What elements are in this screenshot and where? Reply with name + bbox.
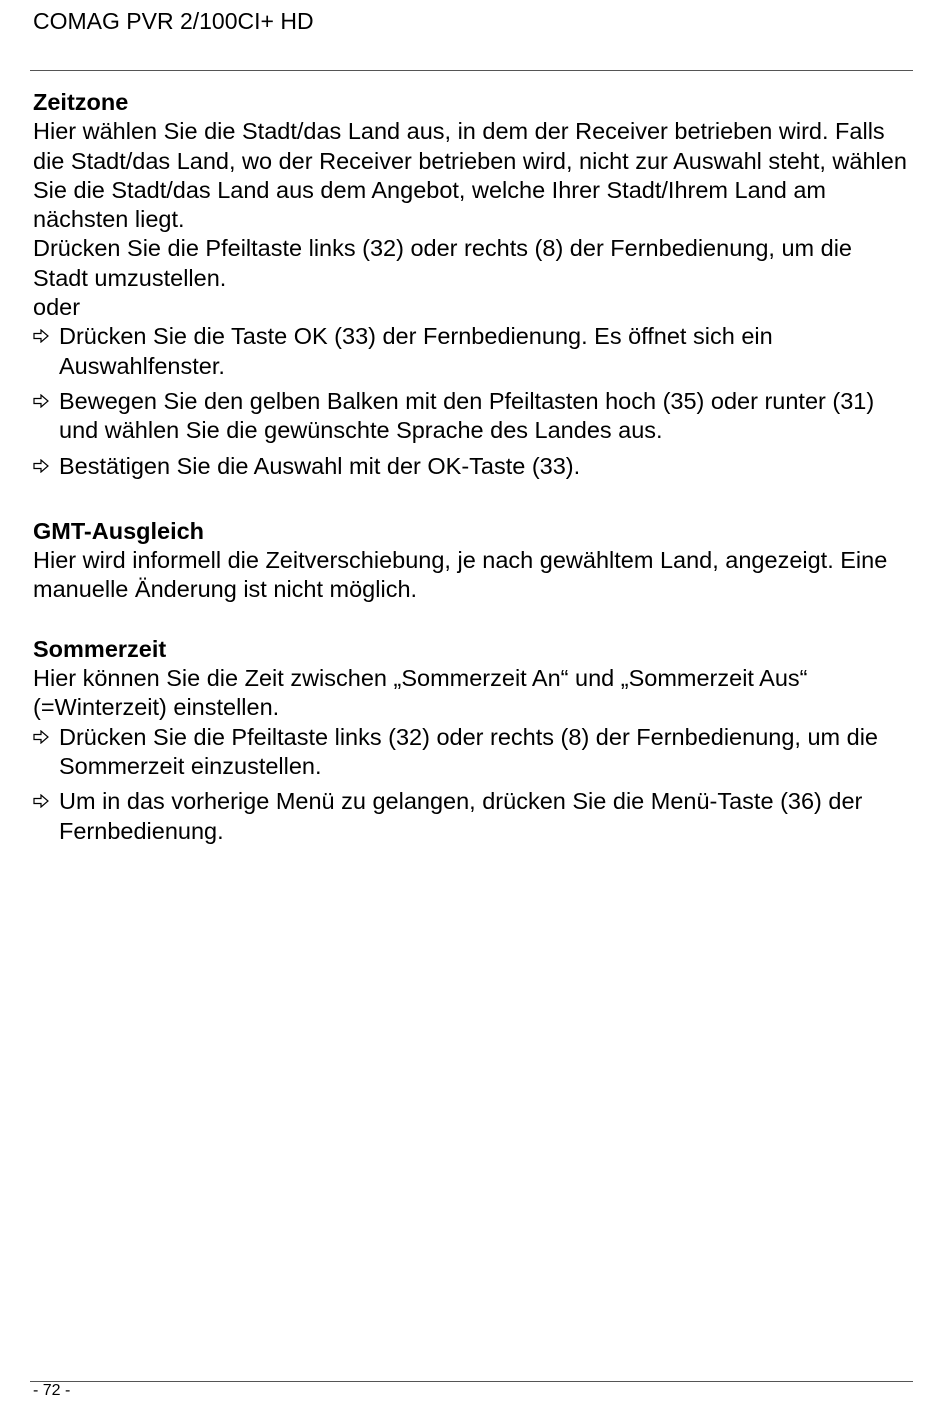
bullet-text: Um in das vorherige Menü zu gelangen, drücken Sie die Menü-Taste (36) der Fernbedienung. bbox=[59, 788, 863, 844]
footer-divider bbox=[30, 1381, 913, 1382]
arrow-right-icon bbox=[33, 329, 50, 343]
section-zeitzone bbox=[33, 88, 913, 481]
zeitzone-intro: Hier wählen Sie die Stadt/das Land aus, in dem der Receiver betrieben wird. Falls die Stadt/das Land, wo der Receiver betrieben wird, nicht zur Auswahl steht, wählen Sie die Stadt/das Land aus dem Angebot, welche Ihrer Stadt/Ihrem Land am nächsten liegt. bbox=[33, 118, 907, 233]
bullet-item bbox=[33, 787, 913, 846]
bullet-item bbox=[33, 387, 913, 446]
bullet-item bbox=[33, 452, 913, 481]
gmt-text: Hier wird informell die Zeitverschiebung, je nach gewähltem Land, angezeigt. Eine manuelle Änderung ist nicht möglich. bbox=[33, 547, 888, 603]
bullet-text: Drücken Sie die Taste OK (33) der Fernbedienung. Es öffnet sich ein Auswahlfenster. bbox=[59, 323, 773, 379]
bullet-text: Bestätigen Sie die Auswahl mit der OK-Taste (33). bbox=[59, 452, 581, 479]
page-content bbox=[33, 88, 913, 852]
zeitzone-or: oder bbox=[33, 294, 81, 321]
heading-gmt-ausgleich: GMT-Ausgleich bbox=[33, 517, 205, 544]
header-title: COMAG PVR 2/100CI+ HD bbox=[33, 8, 314, 34]
bullet-item bbox=[33, 322, 913, 381]
page-number: - 72 - bbox=[33, 1382, 71, 1399]
section-sommerzeit bbox=[33, 635, 913, 846]
zeitzone-instruction: Drücken Sie die Pfeiltaste links (32) oder rechts (8) der Fernbedienung, um die Stadt umzustellen. bbox=[33, 235, 852, 291]
bullet-text: Drücken Sie die Pfeiltaste links (32) oder rechts (8) der Fernbedienung, um die Sommerzeit einzustellen. bbox=[59, 723, 878, 779]
arrow-right-icon bbox=[33, 394, 50, 408]
header-divider bbox=[30, 70, 913, 71]
heading-zeitzone: Zeitzone bbox=[33, 89, 129, 115]
section-gmt-ausgleich bbox=[33, 517, 913, 605]
heading-sommerzeit: Sommerzeit bbox=[33, 635, 167, 662]
arrow-right-icon bbox=[33, 730, 50, 744]
arrow-right-icon bbox=[33, 794, 50, 808]
bullet-item bbox=[33, 723, 913, 782]
sommerzeit-text: Hier können Sie die Zeit zwischen „Sommerzeit An“ und „Sommerzeit Aus“ (=Winterzeit) einstellen. bbox=[33, 665, 808, 721]
bullet-text: Bewegen Sie den gelben Balken mit den Pfeiltasten hoch (35) oder runter (31) und wählen Sie die gewünschte Sprache des Landes aus. bbox=[59, 387, 875, 444]
arrow-right-icon bbox=[33, 459, 50, 473]
